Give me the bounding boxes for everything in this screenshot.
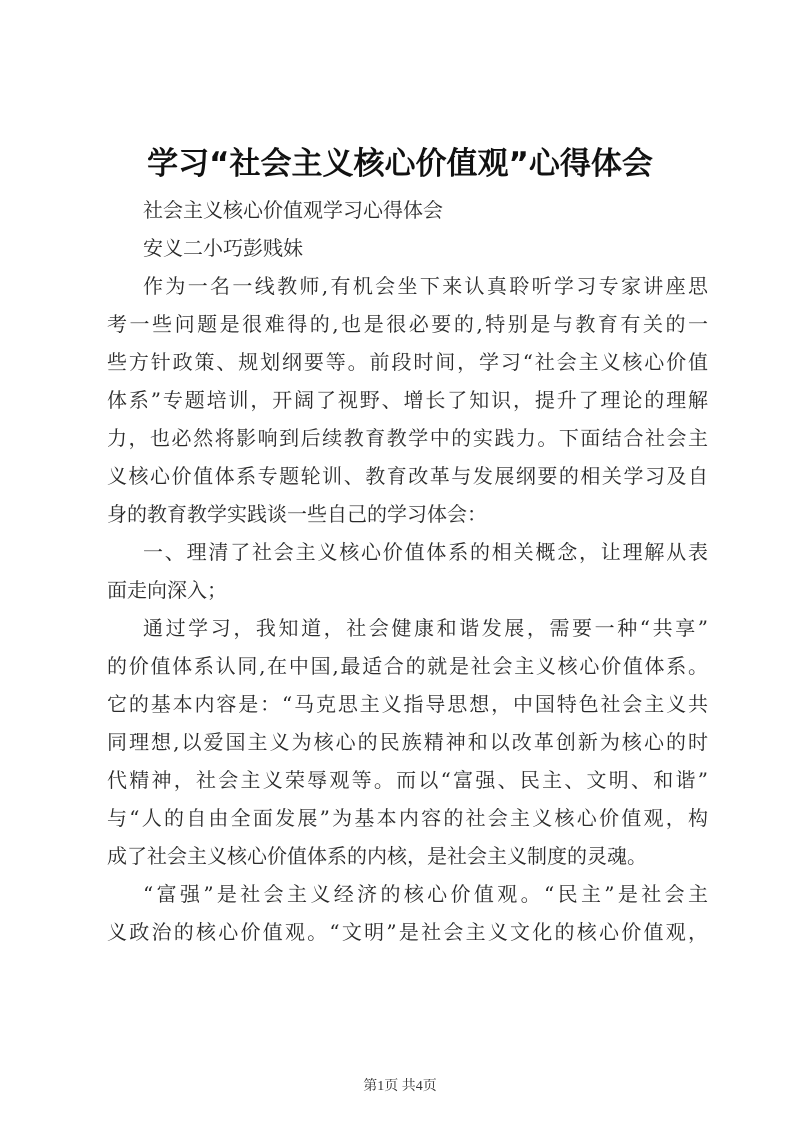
paragraph-line: “富强”是社会主义经济的核心价值观。“民主”是社会主	[143, 882, 708, 906]
paragraph-line: 同理想,以爱国主义为核心的民族精神和以改革创新为核心的时	[107, 730, 708, 754]
section-heading-line: 一、理清了社会主义核心价值体系的相关概念，让理解从表	[143, 540, 708, 564]
author-line: 安义二小巧彭贱妹	[143, 236, 303, 260]
paragraph-line: 些方针政策、规划纲要等。前段时间，学习“社会主义核心价值	[107, 350, 708, 374]
paragraph-line: 的价值体系认同,在中国,最适合的就是社会主义核心价值体系。	[107, 654, 708, 678]
paragraph-line: 身的教育教学实践谈一些自己的学习体会：	[107, 502, 487, 526]
paragraph-line: 力，也必然将影响到后续教育教学中的实践力。下面结合社会主	[107, 426, 708, 450]
paragraph-line: 代精神，社会主义荣辱观等。而以“富强、民主、文明、和谐”	[107, 768, 708, 792]
document-title: 学习“社会主义核心价值观”心得体会	[147, 146, 653, 182]
paragraph-line: 义政治的核心价值观。“文明”是社会主义文化的核心价值观，	[107, 920, 708, 944]
paragraph-line: 体系”专题培训，开阔了视野、增长了知识，提升了理论的理解	[107, 388, 708, 412]
paragraph-line: 考一些问题是很难得的,也是很必要的,特别是与教育有关的一	[107, 312, 708, 336]
paragraph-line: 与“人的自由全面发展”为基本内容的社会主义核心价值观，构	[107, 806, 708, 830]
paragraph-line: 它的基本内容是：“马克思主义指导思想，中国特色社会主义共	[107, 692, 708, 716]
paragraph-line: 成了社会主义核心价值体系的内核，是社会主义制度的灵魂。	[107, 844, 647, 868]
paragraph-line: 通过学习，我知道，社会健康和谐发展，需要一种“共享”	[143, 616, 708, 640]
section-heading-line: 面走向深入；	[107, 578, 227, 602]
paragraph-line: 作为一名一线教师,有机会坐下来认真聆听学习专家讲座思	[143, 274, 708, 298]
paragraph-line: 义核心价值体系专题轮训、教育改革与发展纲要的相关学习及自	[107, 464, 708, 488]
page-footer: 第1页 共4页	[363, 1079, 437, 1094]
subtitle: 社会主义核心价值观学习心得体会	[143, 198, 443, 222]
